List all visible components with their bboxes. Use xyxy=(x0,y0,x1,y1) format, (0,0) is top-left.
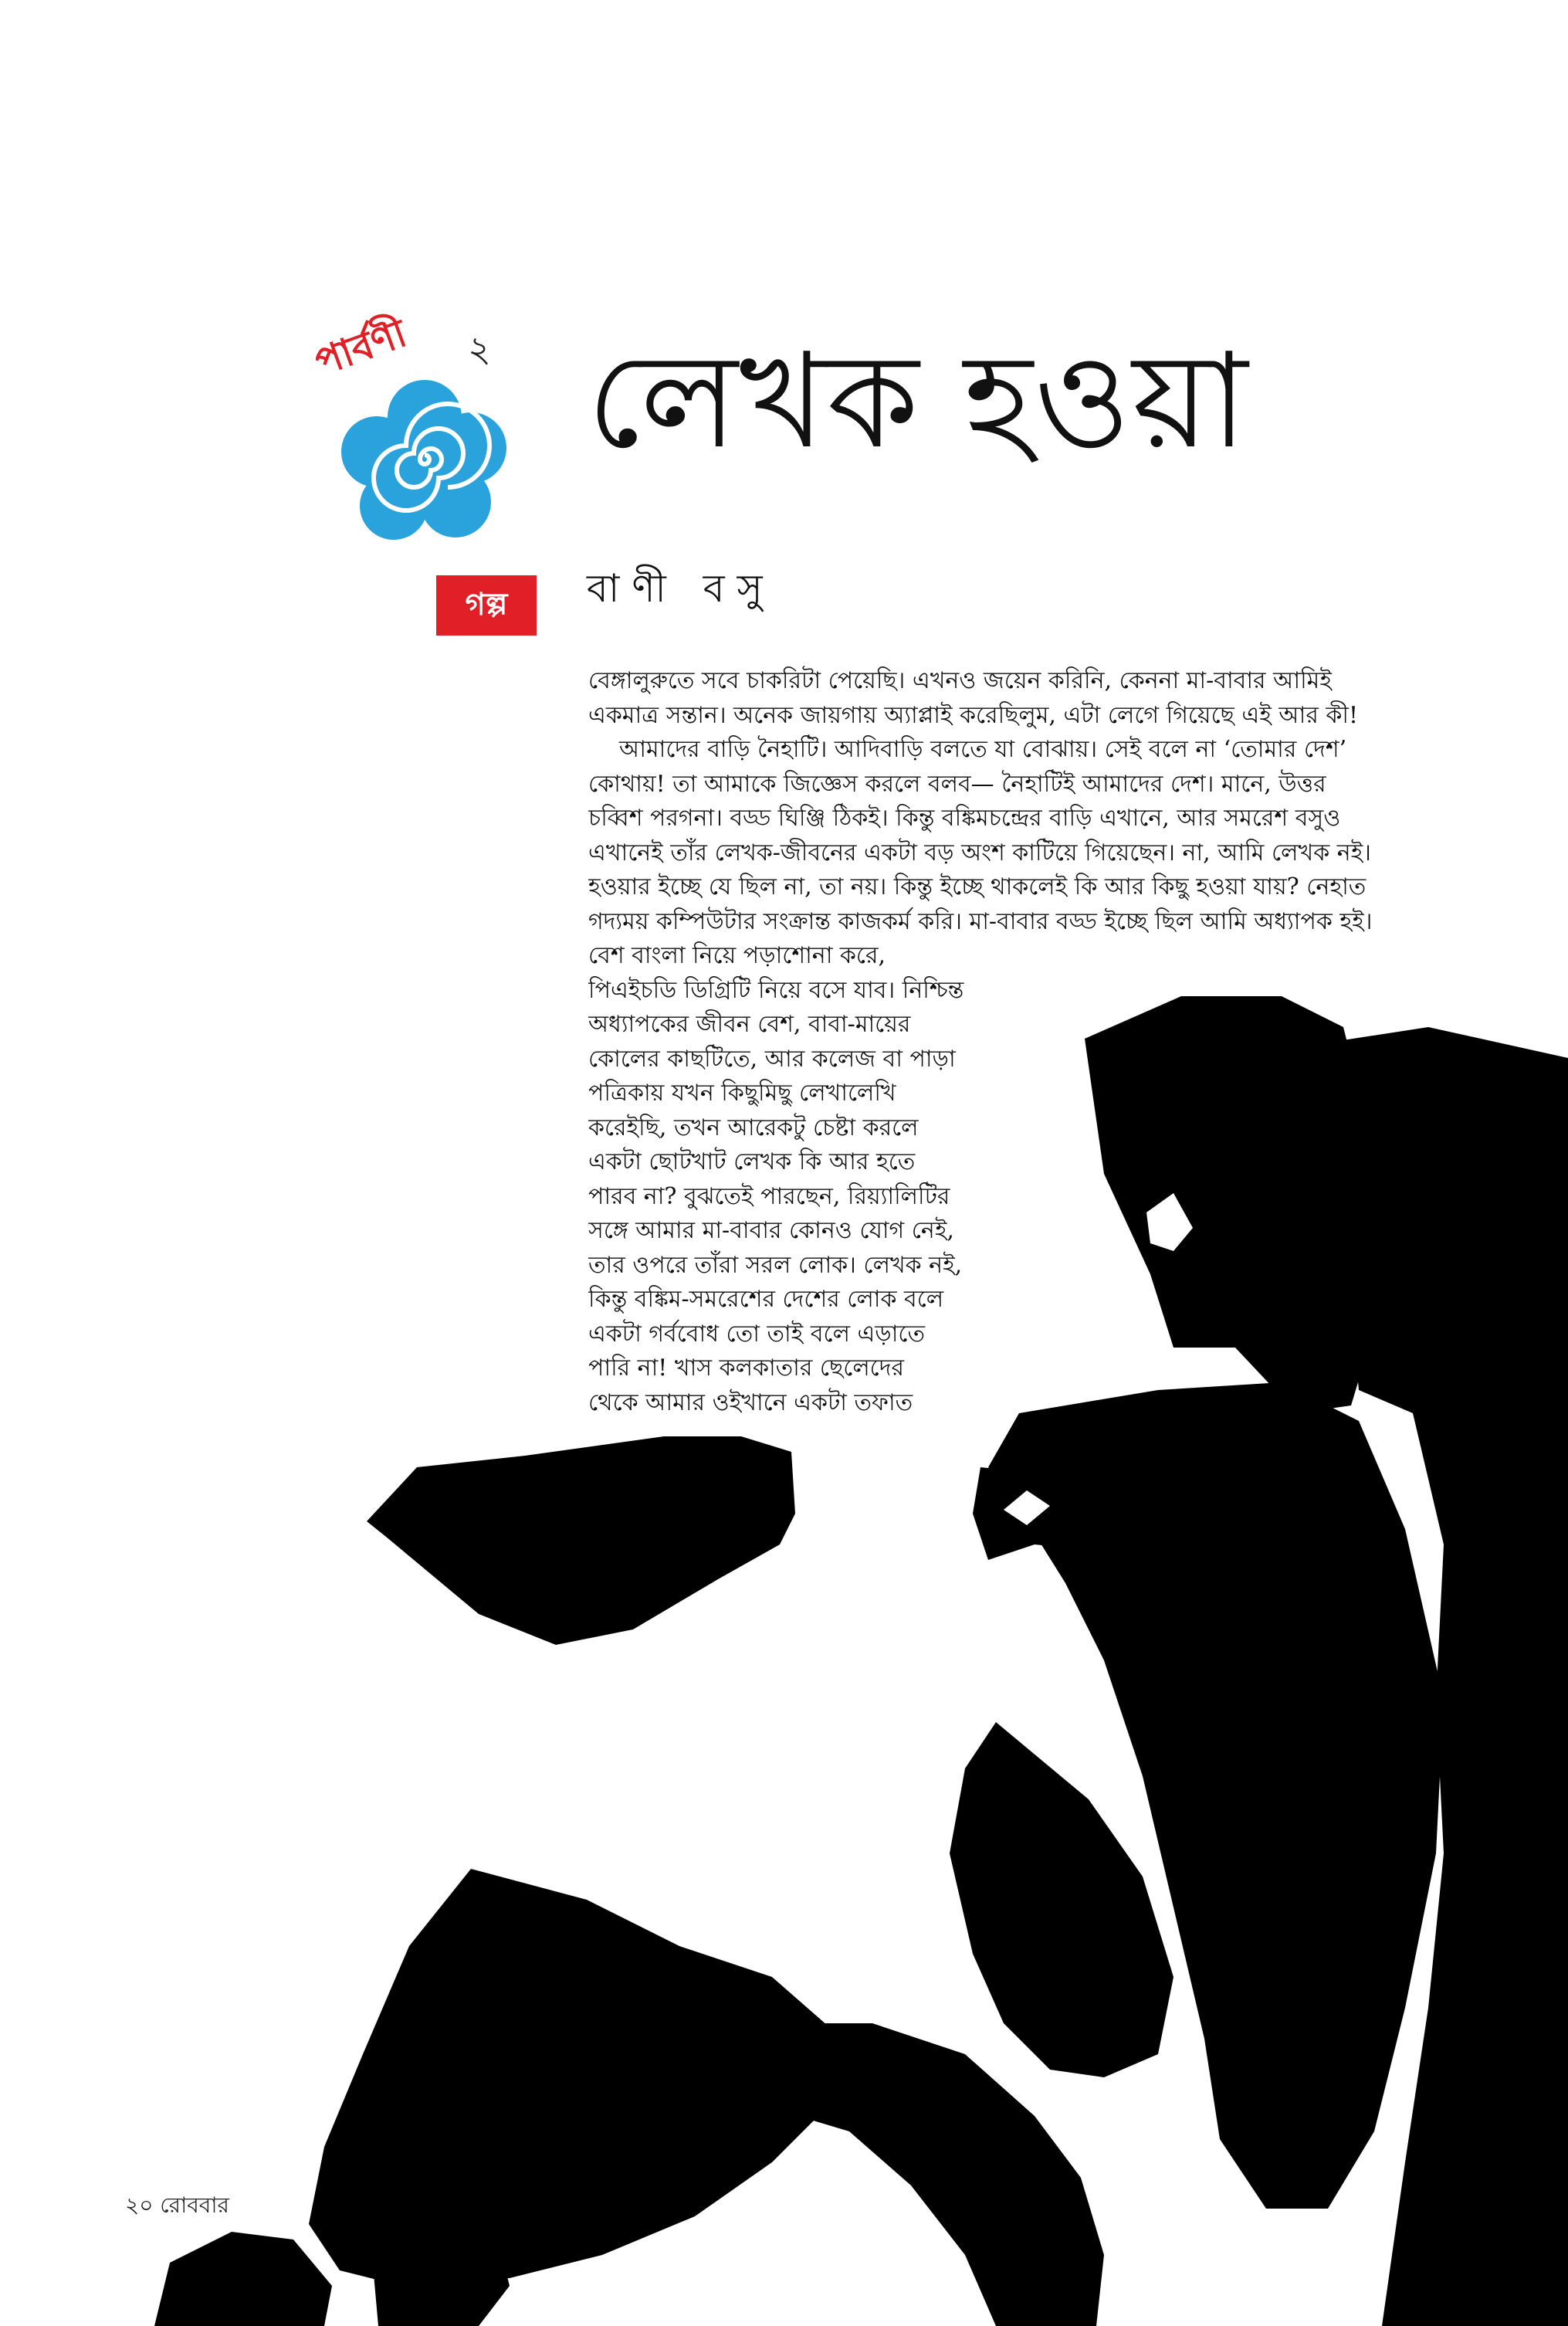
body-line: এখানেই তাঁর লেখক-জীবনের একটা বড় অংশ কাটিয়ে গিয়েছেন। না, আমি লেখক নই। xyxy=(588,839,1371,866)
body-line: পারি না! খাস কলকাতার ছেলেদের xyxy=(588,1355,904,1382)
body-line: চব্বিশ পরগনা। বড্ড ঘিঞ্জি ঠিকই। কিন্তু বঙ্কিমচন্দ্রের বাড়ি এখানে, আর সমরেশ বসুও xyxy=(588,805,1341,832)
body-line: পত্রিকায় যখন কিছুমিছু লেখালেখি xyxy=(588,1080,896,1107)
body-line: একটা গর্ববোধ তো তাই বলে এড়াতে xyxy=(588,1320,925,1348)
story-body-full-width xyxy=(588,664,1438,939)
body-line: বেশ বাংলা নিয়ে পড়াশোনা করে, xyxy=(588,942,886,969)
story-body-narrow-column xyxy=(588,939,1005,1420)
body-line: বেঙ্গালুরুতে সবে চাকরিটা পেয়েছি। এখনও জয়েন করিনি, কেননা মা-বাবার আমিই xyxy=(588,667,1332,694)
body-line: অধ্যাপকের জীবন বেশ, বাবা-মায়ের xyxy=(588,1011,911,1038)
body-line: পিএইচডি ডিগ্রিটি নিয়ে বসে যাব। নিশ্চিন্ত xyxy=(588,976,964,1004)
body-line: করেইছি, তখন আরেকটু চেষ্টা করলে xyxy=(588,1114,919,1141)
body-line: কোথায়! তা আমাকে জিজ্ঞেস করলে বলব— নৈহাটিই আমাদের দেশ। মানে, উত্তর xyxy=(588,770,1326,798)
series-word: পার্বণী xyxy=(309,310,412,385)
body-line: আমাদের বাড়ি নৈহাটি। আদিবাড়ি বলতে যা বোঝায়। সেই বলে না ‘তোমার দেশ’ xyxy=(619,736,1347,763)
body-line: একমাত্র সন্তান। অনেক জায়গায় অ্যাপ্লাই করেছিলুম, এটা লেগে গিয়েছে এই আর কী! xyxy=(588,701,1358,729)
body-line: গদ্যময় কম্পিউটার সংক্রান্ত কাজকর্ম করি। মা-বাবার বড্ড ইচ্ছে ছিল আমি অধ্যাপক হই। xyxy=(588,907,1373,935)
body-line: একটা ছোটখাট লেখক কি আর হতে xyxy=(588,1148,916,1175)
author-name: বাণী বসু xyxy=(587,566,775,611)
body-line: সঙ্গে আমার মা-বাবার কোনও যোগ নেই, xyxy=(588,1217,954,1244)
page-folio: ২০ রোববার xyxy=(125,2192,229,2218)
series-number: ২ xyxy=(468,328,491,370)
body-line: তার ওপরে তাঁরা সরল লোক। লেখক নই, xyxy=(588,1251,963,1279)
story-title: লেখক হওয়া xyxy=(587,325,1250,478)
body-line: কোলের কাছটিতে, আর কলেজ বা পাড়া xyxy=(588,1045,956,1073)
body-line: থেকে আমার ওইখানে একটা তফাত xyxy=(588,1388,913,1416)
spiral-flower-icon xyxy=(340,378,510,541)
body-line: হওয়ার ইচ্ছে যে ছিল না, তা নয়। কিন্তু ইচ্ছে থাকলেই কি আর কিছু হওয়া যায়? নেহাত xyxy=(588,873,1366,900)
body-line: পারব না? বুঝতেই পারছেন, রিয়্যালিটির xyxy=(588,1182,950,1210)
genre-tag: গল্প xyxy=(436,575,537,636)
body-line: কিন্তু বঙ্কিম-সমরেশের দেশের লোক বলে xyxy=(588,1286,944,1313)
